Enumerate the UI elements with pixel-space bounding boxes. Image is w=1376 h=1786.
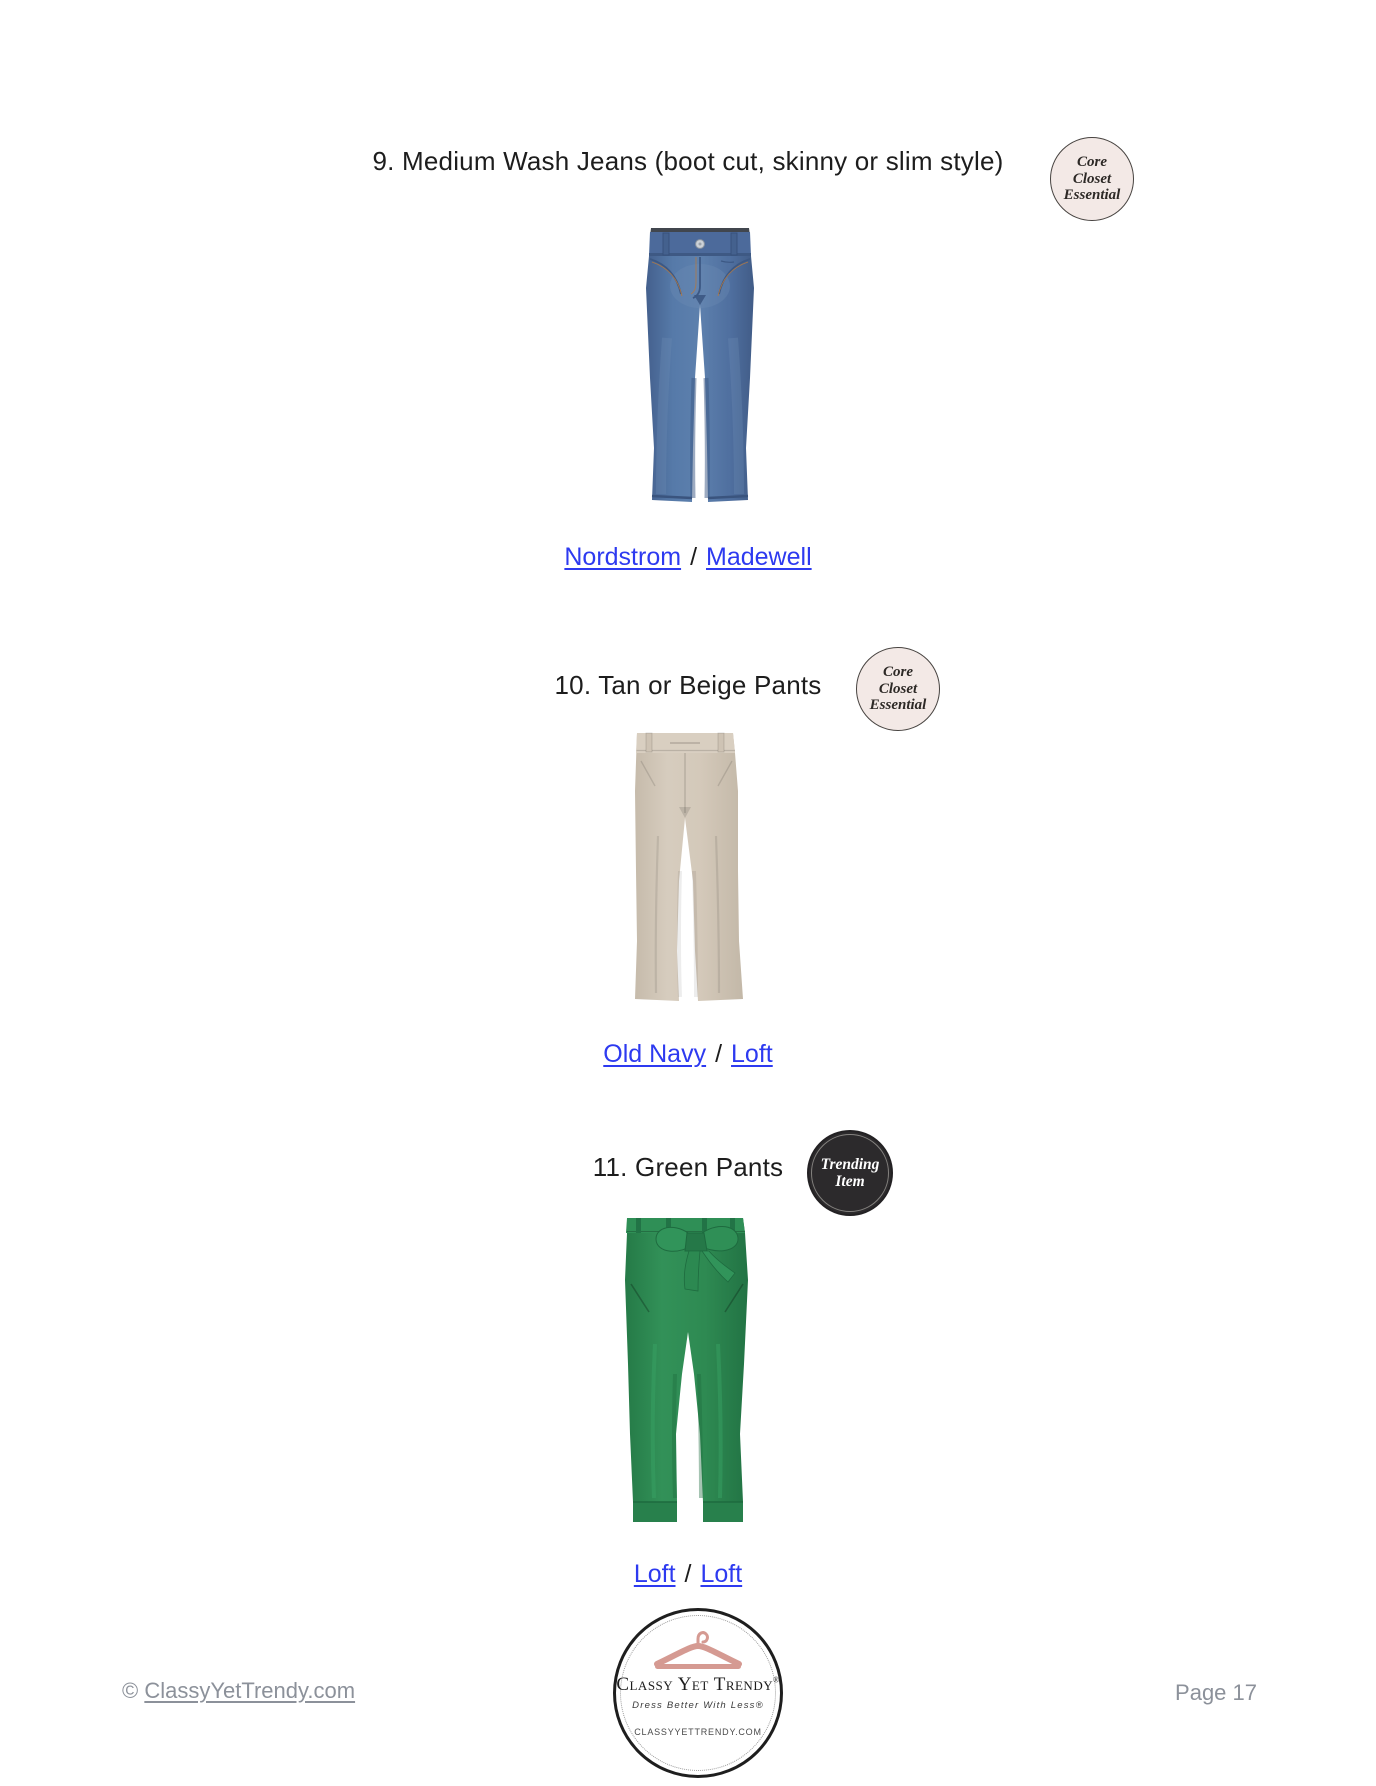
tan-pants-illustration xyxy=(634,731,744,1006)
jeans-illustration xyxy=(645,228,755,505)
green-pants-image xyxy=(622,1214,752,1524)
link-separator: / xyxy=(684,1560,692,1588)
link-loft[interactable]: Loft xyxy=(731,1040,773,1068)
link-loft[interactable]: Loft xyxy=(700,1560,743,1588)
medium-wash-jeans-image xyxy=(645,228,755,505)
item-11-links xyxy=(0,1560,1376,1589)
link-madewell[interactable]: Madewell xyxy=(706,543,812,571)
item-11-title: 11. Green Pants xyxy=(592,1152,784,1182)
badge-line: Trending xyxy=(820,1155,880,1173)
green-pants-illustration xyxy=(622,1214,752,1524)
badge-line: Item xyxy=(835,1173,865,1190)
item-9-links xyxy=(0,543,1376,572)
trending-item-badge xyxy=(807,1130,893,1216)
link-separator: / xyxy=(715,1040,723,1068)
link-old-navy[interactable]: Old Navy xyxy=(603,1040,707,1068)
item-10-title: 10. Tan or Beige Pants xyxy=(554,670,822,700)
badge-line: Closet xyxy=(1072,170,1112,187)
badge-line: Essential xyxy=(869,697,927,714)
badge-line: Essential xyxy=(1063,187,1121,204)
link-separator: / xyxy=(690,543,698,571)
badge-line: Core xyxy=(883,663,913,680)
badge-line: Core xyxy=(1077,153,1107,170)
logo-content xyxy=(616,1611,780,1775)
item-9-title: 9. Medium Wash Jeans (boot cut, skinny or slim style) xyxy=(372,146,1004,176)
footer-site-link[interactable]: ClassyYetTrendy.com xyxy=(144,1678,356,1703)
logo-tagline: Dress Better With Less® xyxy=(632,1700,764,1711)
core-closet-essential-badge xyxy=(856,647,940,731)
core-closet-essential-badge xyxy=(1050,137,1134,221)
badge-line: Closet xyxy=(878,680,918,697)
registered-mark: ® xyxy=(773,1675,780,1685)
link-nordstrom[interactable]: Nordstrom xyxy=(564,543,682,571)
page-number: Page 17 xyxy=(1175,1680,1257,1705)
item-10-links xyxy=(0,1040,1376,1069)
footer-copyright xyxy=(122,1678,355,1704)
tan-beige-pants-image xyxy=(634,731,744,1006)
logo-brand-name: Classy Yet Trendy® xyxy=(616,1674,780,1695)
brand-logo xyxy=(613,1608,783,1778)
logo-website: CLASSYYETTRENDY.COM xyxy=(634,1727,762,1737)
hanger-icon xyxy=(652,1626,744,1672)
link-loft[interactable]: Loft xyxy=(633,1560,676,1588)
copyright-symbol: © xyxy=(122,1678,139,1703)
